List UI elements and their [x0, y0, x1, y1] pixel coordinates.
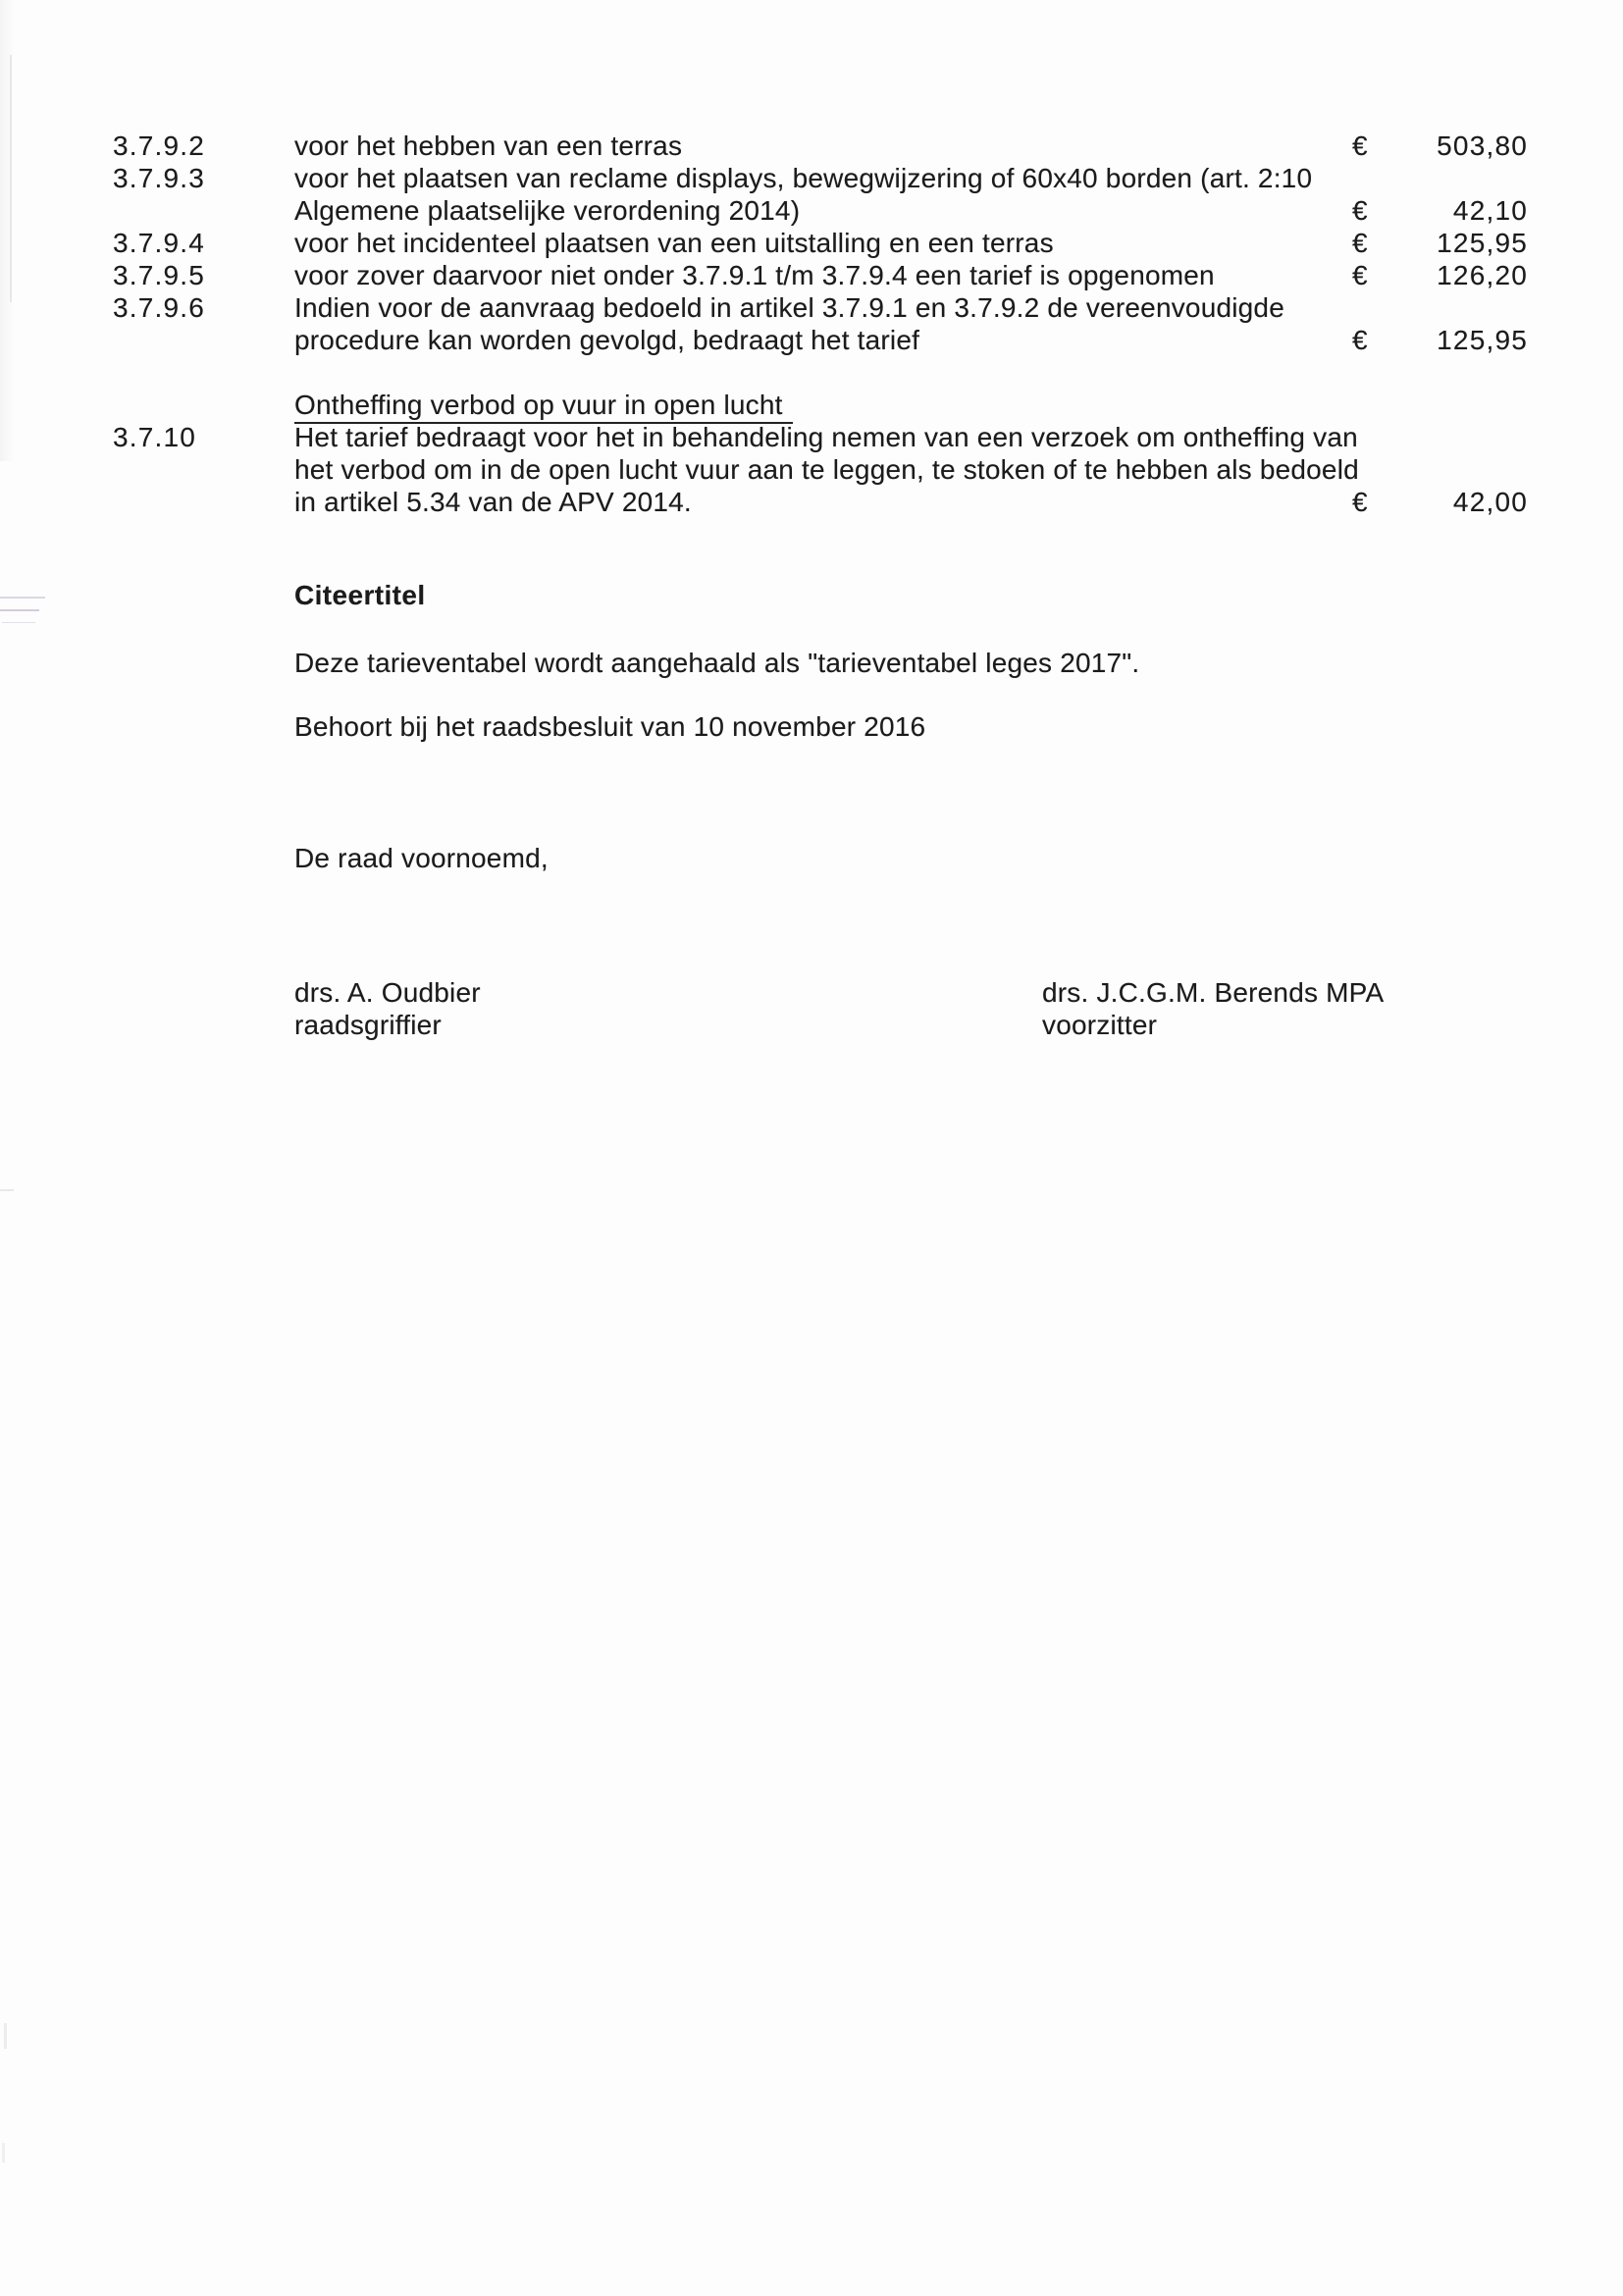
scan-artifact	[0, 609, 39, 611]
currency-symbol: €	[1352, 487, 1368, 517]
scan-artifact	[4, 2023, 7, 2049]
currency-symbol: €	[1352, 260, 1368, 290]
description-line: Indien voor de aanvraag bedoeld in artikel 3.7.9.1 en 3.7.9.2 de vereenvoudigde	[294, 292, 1284, 323]
description-line: voor het hebben van een terras	[294, 130, 683, 161]
item-number: 3.7.9.4	[113, 228, 206, 258]
amount-value	[1386, 389, 1528, 421]
scan-artifact	[0, 1189, 14, 1191]
item-description	[294, 421, 1359, 518]
item-number: 3.7.9.3	[113, 163, 206, 193]
tariff-row	[113, 130, 1528, 162]
signatory-name: drs. J.C.G.M. Berends MPA	[1042, 977, 1385, 1008]
scan-artifact	[10, 55, 12, 302]
description-line: voor het incidenteel plaatsen van een uitstalling en een terras	[294, 228, 1054, 258]
citation-reference: Behoort bij het raadsbesluit van 10 november 2016	[294, 711, 926, 742]
citation-heading: Citeertitel	[294, 580, 426, 610]
tariff-row	[113, 259, 1528, 291]
tariff-table	[113, 130, 1528, 518]
item-description	[294, 259, 1352, 291]
item-number: 3.7.9.5	[113, 260, 206, 290]
description-line: voor het plaatsen van reclame displays, bewegwijzering of 60x40 borden (art. 2:10	[294, 163, 1313, 193]
citation-text: Deze tarieventabel wordt aangehaald als "tarieventabel leges 2017".	[294, 648, 1140, 678]
scan-artifact	[0, 0, 14, 461]
amount-value: 42,10	[1452, 195, 1528, 226]
section-heading-row	[113, 389, 1528, 421]
tariff-row	[113, 421, 1528, 518]
item-number: 3.7.10	[113, 422, 197, 452]
amount-value: 125,95	[1437, 228, 1528, 258]
closing-intro: De raad voornoemd,	[294, 843, 549, 873]
scan-artifact	[2, 622, 35, 623]
currency-symbol: €	[1352, 325, 1368, 355]
signatory-name: drs. A. Oudbier	[294, 977, 481, 1008]
currency-symbol: €	[1352, 195, 1368, 226]
tariff-row	[113, 227, 1528, 259]
signature-block	[294, 976, 1528, 1041]
tariff-row	[113, 291, 1528, 356]
item-description	[294, 291, 1352, 356]
description-line: in artikel 5.34 van de APV 2014.	[294, 487, 692, 517]
description-line: het verbod om in de open lucht vuur aan te leggen, te stoken of te hebben als bedoeld	[294, 454, 1359, 485]
item-description	[294, 227, 1352, 259]
description-line: procedure kan worden gevolgd, bedraagt het tarief	[294, 325, 920, 355]
signatory-role: raadsgriffier	[294, 1010, 442, 1040]
scan-artifact	[0, 597, 45, 599]
item-number: 3.7.9.6	[113, 292, 206, 323]
scan-artifact	[2, 2143, 5, 2163]
description-line: Het tarief bedraagt voor het in behandeling nemen van een verzoek om ontheffing van	[294, 422, 1358, 452]
amount-value: 503,80	[1437, 130, 1528, 161]
signature-left	[294, 976, 1042, 1041]
item-description	[294, 162, 1352, 227]
currency-symbol: €	[1352, 228, 1368, 258]
item-number: 3.7.9.2	[113, 130, 206, 161]
currency-symbol	[1352, 389, 1386, 421]
description-line: voor zover daarvoor niet onder 3.7.9.1 t/m 3.7.9.4 een tarief is opgenomen	[294, 260, 1215, 290]
amount-value: 42,00	[1452, 487, 1528, 517]
description-line: Algemene plaatselijke verordening 2014)	[294, 195, 801, 226]
section-heading	[294, 389, 1352, 421]
item-description	[294, 130, 1352, 162]
amount-value: 126,20	[1437, 260, 1528, 290]
section-heading-text: Ontheffing verbod op vuur in open lucht	[294, 389, 793, 424]
signatory-role: voorzitter	[1042, 1010, 1158, 1040]
page-content	[113, 130, 1528, 1041]
currency-symbol: €	[1352, 130, 1368, 161]
tariff-row	[113, 162, 1528, 227]
amount-value: 125,95	[1437, 325, 1528, 355]
signature-right	[1042, 976, 1384, 1041]
item-number	[113, 389, 294, 421]
